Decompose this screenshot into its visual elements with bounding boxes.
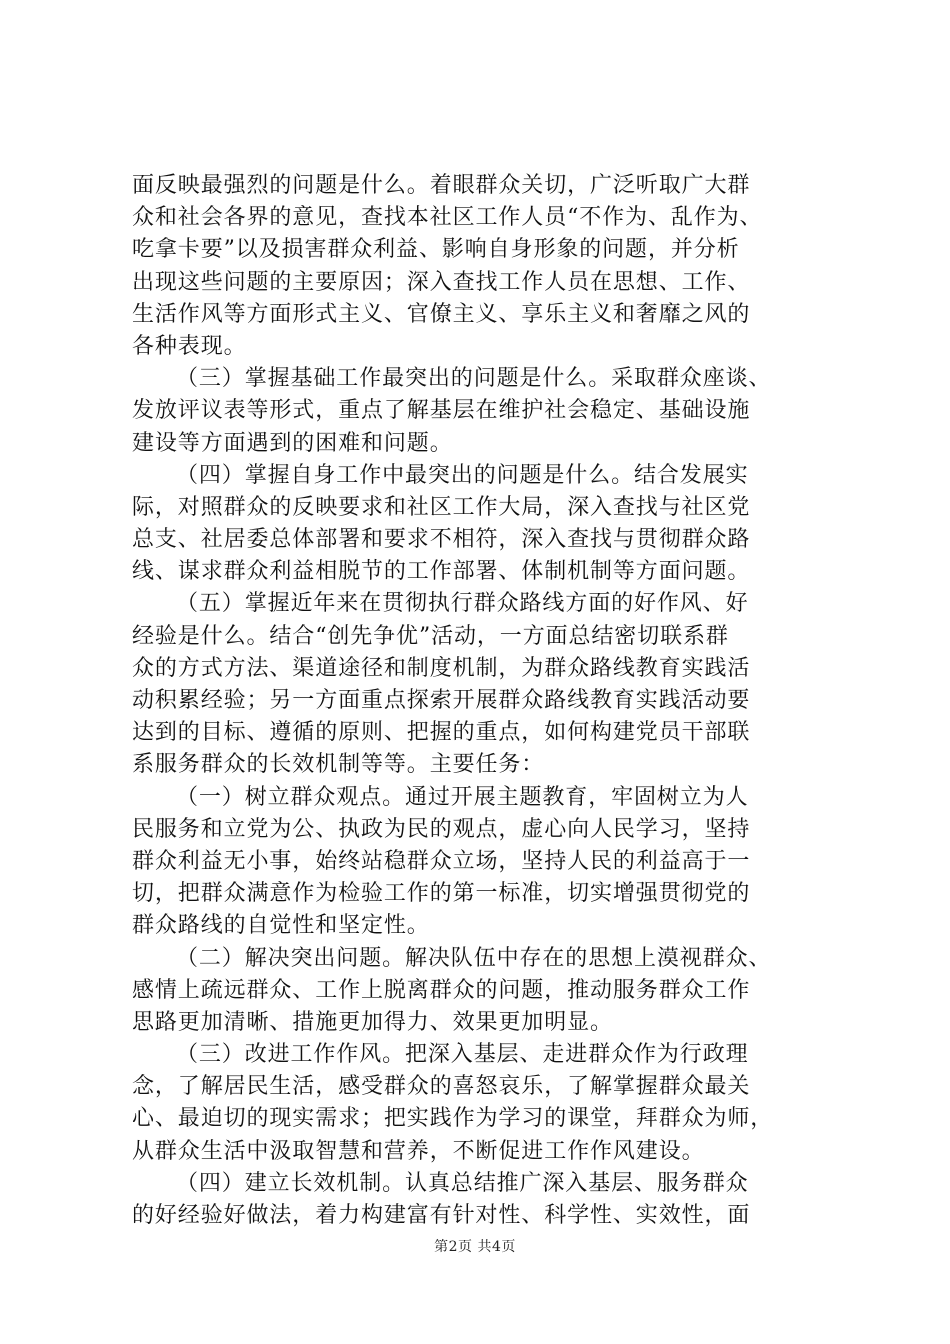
text-line: 出现这些问题的主要原因；深入查找工作人员在思想、工作、 xyxy=(132,269,751,295)
text-line: 心、最迫切的现实需求；把实践作为学习的课堂，拜群众为师， xyxy=(132,1106,774,1132)
paragraph-start-line: （一）树立群众观点。通过开展主题教育，牢固树立为人 xyxy=(176,784,749,810)
text-line: 达到的目标、遵循的原则、把握的重点，如何构建党员干部联 xyxy=(132,720,751,746)
text-line: 动积累经验；另一方面重点探索开展群众路线教育实践活动要 xyxy=(132,688,751,713)
text-line: 系服务群众的长效机制等等。主要任务： xyxy=(132,752,545,778)
text-line: 面反映最强烈的问题是什么。着眼群众关切，广泛听取广大群 xyxy=(132,173,751,198)
text-line: 念，了解居民生活，感受群众的喜怒哀乐，了解掌握群众最关 xyxy=(132,1074,751,1100)
paragraph-start-line: （四）建立长效机制。认真总结推广深入基层、服务群众 xyxy=(176,1170,749,1196)
text-line: 从群众生活中汲取智慧和营养，不断促进工作作风建设。 xyxy=(132,1138,705,1164)
text-line: 吃拿卡要”以及损害群众利益、影响自身形象的问题，并分析 xyxy=(132,237,740,263)
page-number-footer: 第2页 共4页 xyxy=(434,1239,516,1255)
text-line: 众的方式方法、渠道途径和制度机制，为群众路线教育实践活 xyxy=(132,655,751,681)
text-line: 总支、社居委总体部署和要求不相符，深入查找与贯彻群众路 xyxy=(132,527,751,553)
text-line: 民服务和立党为公、执政为民的观点，虚心向人民学习，坚持 xyxy=(132,816,751,842)
paragraph-start-line: （四）掌握自身工作中最突出的问题是什么。结合发展实 xyxy=(176,462,749,488)
text-line: 际，对照群众的反映要求和社区工作大局，深入查找与社区党 xyxy=(132,494,751,520)
text-line: 切，把群众满意作为检验工作的第一标准，切实增强贯彻党的 xyxy=(132,881,751,907)
text-line: 各种表现。 xyxy=(132,333,247,359)
paragraph-start-line: （三）掌握基础工作最突出的问题是什么。采取群众座谈、 xyxy=(176,366,772,392)
paragraph-start-line: （二）解决突出问题。解决队伍中存在的思想上漠视群众、 xyxy=(176,945,772,971)
paragraph-start-line: （五）掌握近年来在贯彻执行群众路线方面的好作风、好 xyxy=(176,591,749,617)
text-line: 思路更加清晰、措施更加得力、效果更加明显。 xyxy=(132,1009,613,1035)
text-line: 建设等方面遇到的困难和问题。 xyxy=(132,430,453,456)
text-line: 众和社会各界的意见，查找本社区工作人员“不作为、乱作为、 xyxy=(132,205,763,231)
text-line: 发放评议表等形式，重点了解基层在维护社会稳定、基础设施 xyxy=(132,398,751,424)
text-line: 的好经验好做法，着力构建富有针对性、科学性、实效性，面 xyxy=(132,1203,751,1228)
text-line: 生活作风等方面形式主义、官僚主义、享乐主义和奢靡之风的 xyxy=(132,301,751,327)
paragraph-start-line: （三）改进工作作风。把深入基层、走进群众作为行政理 xyxy=(176,1042,749,1068)
text-line: 线、谋求群众利益相脱节的工作部署、体制机制等方面问题。 xyxy=(132,559,751,585)
text-line: 群众路线的自觉性和坚定性。 xyxy=(132,913,430,939)
text-line: 群众利益无小事，始终站稳群众立场，坚持人民的利益高于一 xyxy=(132,848,751,874)
text-line: 经验是什么。结合“创先争优”活动，一方面总结密切联系群 xyxy=(132,623,729,649)
document-body xyxy=(132,170,822,1232)
text-line: 感情上疏远群众、工作上脱离群众的问题，推动服务群众工作 xyxy=(132,977,751,1003)
